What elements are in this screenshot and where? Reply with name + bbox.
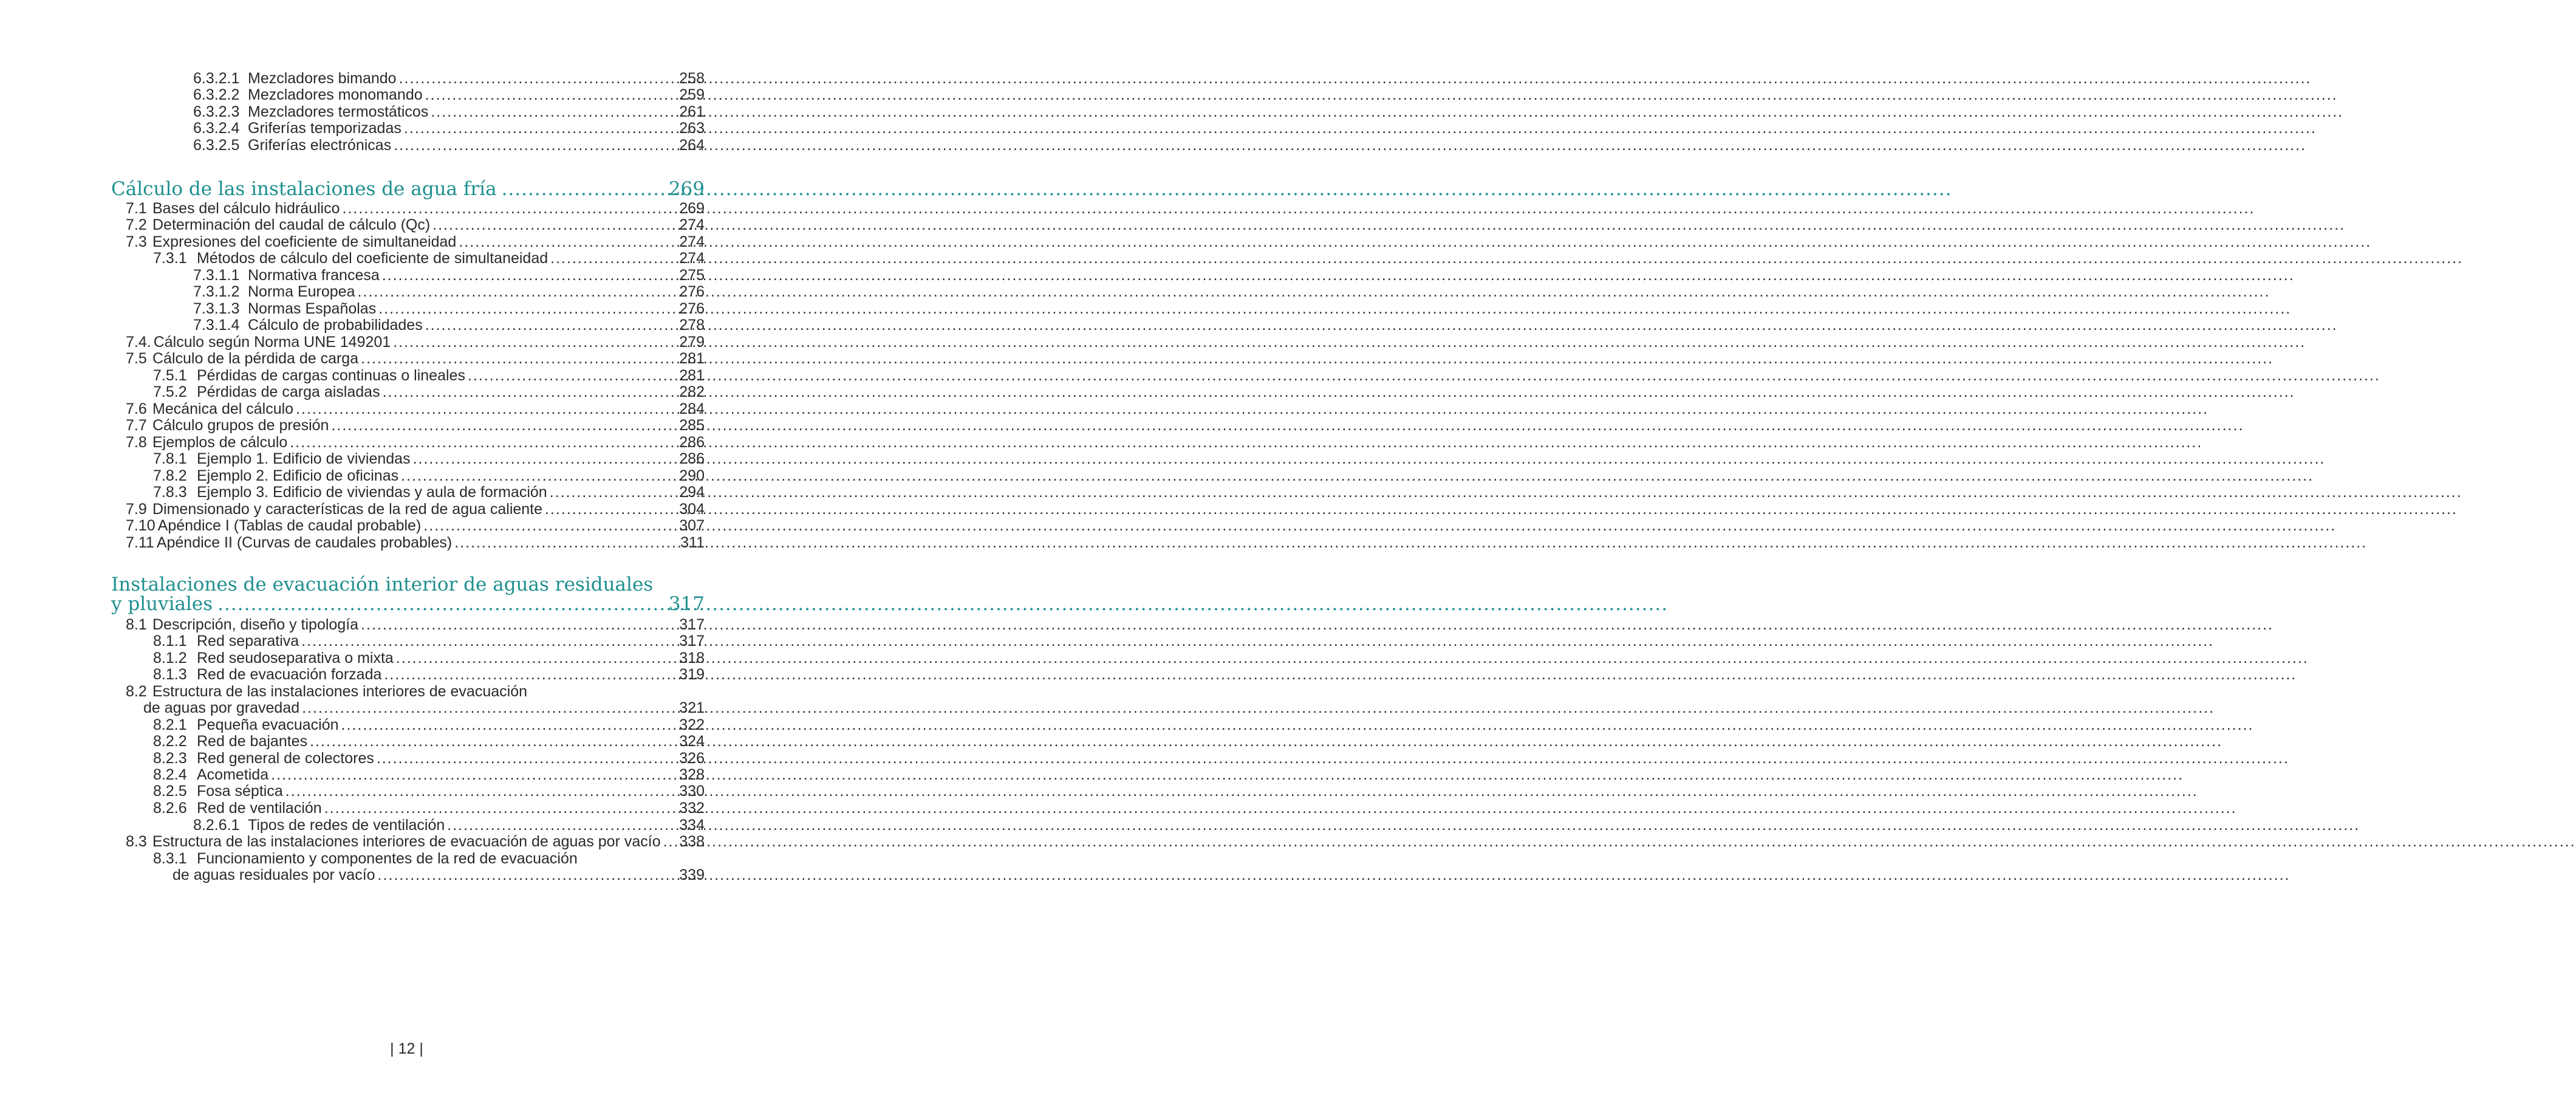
section-title: Estructura de las instalaciones interiores de evacuación <box>152 683 528 700</box>
section-number: 7.6 <box>126 400 147 417</box>
page-ref: 285 <box>679 417 705 434</box>
section-title: Normativa francesa <box>248 267 380 284</box>
section-number: 7.3.1 <box>153 250 187 267</box>
section-title: Red de ventilación <box>197 800 322 817</box>
section-number: 7.8 <box>126 434 147 451</box>
page-ref: 326 <box>679 750 705 767</box>
page-ref: 274 <box>679 250 705 267</box>
section-title: Apéndice II (Curvas de caudales probables) <box>156 534 453 551</box>
section-title: Apéndice I (Tablas de caudal probable) <box>157 517 422 534</box>
section-title: Métodos de cálculo del coeficiente de simultaneidad <box>197 250 548 267</box>
leader-dots <box>391 135 678 155</box>
section-title: Ejemplo 1. Edificio de viviendas <box>197 450 411 467</box>
section-title: Mezcladores termostáticos <box>248 103 429 120</box>
section-title: Bases del cálculo hidráulico <box>152 200 340 217</box>
section-number: 7.5.1 <box>153 367 187 384</box>
section-number: 7.3.1.4 <box>193 317 240 334</box>
page-ref: 275 <box>679 267 705 284</box>
page-ref: 286 <box>679 434 705 451</box>
chapter-title: y pluviales <box>111 593 213 615</box>
section-number: 7.9 <box>126 501 147 518</box>
section-title: de aguas residuales por vacío <box>173 866 375 883</box>
section-title: Fosa séptica <box>197 783 283 800</box>
page-ref: 276 <box>679 283 705 300</box>
section-number: 7.5 <box>126 350 147 367</box>
section-number: 7.8.2 <box>153 467 187 484</box>
section-number: 8.2.1 <box>153 716 187 733</box>
section-number: 8.2.5 <box>153 783 187 800</box>
section-title: Cálculo según Norma UNE 149201 <box>153 334 391 351</box>
section-number: 8.1.1 <box>153 633 187 650</box>
section-number: 7.1 <box>126 200 147 217</box>
page-ref: 274 <box>679 233 705 250</box>
chapter-heading[interactable] <box>111 177 705 201</box>
section-number: 7.5.2 <box>153 383 187 400</box>
section-title: Estructura de las instalaciones interiores de evacuación de aguas por vacío <box>152 833 661 850</box>
page-ref: 286 <box>679 450 705 467</box>
section-title: Funcionamiento y componentes de la red de evacuación <box>197 850 578 867</box>
section-title: Ejemplos de cálculo <box>152 434 288 451</box>
section-title: Red separativa <box>197 633 299 650</box>
page-ref: 263 <box>679 120 705 137</box>
section-number: 8.3.1 <box>153 850 187 867</box>
section-title: Acometida <box>197 766 269 783</box>
page-ref: 294 <box>679 484 705 501</box>
page-ref: 281 <box>679 367 705 384</box>
section-number: 7.3 <box>126 233 147 250</box>
page-ref: 322 <box>679 716 705 733</box>
section-title: Norma Europea <box>248 283 355 300</box>
section-title: Griferías temporizadas <box>248 120 401 137</box>
page-ref: 284 <box>679 400 705 417</box>
section-title: de aguas por gravedad <box>143 699 300 716</box>
section-number: 8.1.2 <box>153 650 187 667</box>
section-number: 7.7 <box>126 417 147 434</box>
page-ref: 264 <box>679 137 705 154</box>
section-title: Pérdidas de cargas continuas o lineales <box>197 367 465 384</box>
page-ref: 318 <box>679 650 705 667</box>
page-ref: 282 <box>679 383 705 400</box>
page-ref: 330 <box>679 783 705 800</box>
section-title: Red de evacuación forzada <box>197 666 382 683</box>
section-title: Cálculo grupos de presión <box>152 417 329 434</box>
toc-entry[interactable] <box>173 865 705 885</box>
page-number: | 12 | <box>390 1040 423 1057</box>
page-ref: 317 <box>679 616 705 633</box>
page-ref: 278 <box>679 317 705 334</box>
section-number: 7.10 <box>126 517 155 534</box>
section-title: Mecánica del cálculo <box>152 400 294 417</box>
section-title: Dimensionado y características de la red de agua caliente <box>152 501 543 518</box>
page-ref: 304 <box>679 501 705 518</box>
page-ref: 259 <box>679 86 705 103</box>
section-number: 7.3.1.1 <box>193 267 240 284</box>
chapter-title: Instalaciones de evacuación interior de aguas residuales <box>111 574 654 595</box>
section-title: Expresiones del coeficiente de simultaneidad <box>152 233 457 250</box>
section-number: 6.3.2.3 <box>193 103 240 120</box>
section-title: Ejemplo 2. Edificio de oficinas <box>197 467 399 484</box>
page-ref: 261 <box>679 103 705 120</box>
section-number: 6.3.2.1 <box>193 70 240 87</box>
page-ref: 334 <box>679 817 705 834</box>
section-title: Normas Españolas <box>248 300 377 317</box>
page-ref: 339 <box>679 866 705 883</box>
page-ref: 276 <box>679 300 705 317</box>
section-number: 7.2 <box>126 216 147 233</box>
section-number: 7.11 <box>126 534 154 551</box>
section-title: Pérdidas de carga aisladas <box>197 383 380 400</box>
section-title: Determinación del caudal de cálculo (Qc) <box>152 216 431 233</box>
toc-entry[interactable] <box>126 533 705 552</box>
chapter-heading[interactable] <box>111 592 705 616</box>
page-ref: 281 <box>679 350 705 367</box>
leader-dots <box>213 592 669 616</box>
section-number: 6.3.2.4 <box>193 120 240 137</box>
section-number: 7.3.1.2 <box>193 283 240 300</box>
chapter-title: Cálculo de las instalaciones de agua fría <box>111 178 497 200</box>
section-number: 8.2.4 <box>153 766 187 783</box>
section-number: 7.8.3 <box>153 484 187 501</box>
section-number: 7.4. <box>126 334 151 351</box>
page-ref: 307 <box>679 517 705 534</box>
section-title: Pequeña evacuación <box>197 716 339 733</box>
chapter-page-number: 317 <box>668 593 705 615</box>
page-ref: 290 <box>679 467 705 484</box>
section-title: Mezcladores bimando <box>248 70 397 87</box>
page-ref: 321 <box>679 699 705 716</box>
toc-entry[interactable] <box>193 135 705 155</box>
leader-dots <box>375 865 678 885</box>
page-ref: 274 <box>679 216 705 233</box>
page-ref: 269 <box>679 200 705 217</box>
section-number: 8.2 <box>126 683 147 700</box>
page-ref: 324 <box>679 733 705 750</box>
section-title: Cálculo de la pérdida de carga <box>152 350 359 367</box>
section-number: 8.2.6.1 <box>193 817 240 834</box>
page-ref: 338 <box>679 833 705 850</box>
section-title: Red seudoseparativa o mixta <box>197 650 394 667</box>
section-number: 8.1.3 <box>153 666 187 683</box>
leader-dots <box>497 177 669 201</box>
section-title: Red general de colectores <box>197 750 374 767</box>
table-of-contents <box>0 0 813 1101</box>
page-ref: 319 <box>679 666 705 683</box>
page-ref: 258 <box>679 70 705 87</box>
section-title: Mezcladores monomando <box>248 86 423 103</box>
page-ref: 332 <box>679 800 705 817</box>
section-title: Descripción, diseño y tipología <box>152 616 359 633</box>
section-title: Red de bajantes <box>197 733 308 750</box>
section-number: 8.2.2 <box>153 733 187 750</box>
section-number: 7.3.1.3 <box>193 300 240 317</box>
page-ref: 317 <box>679 633 705 650</box>
section-number: 8.3 <box>126 833 147 850</box>
section-title: Cálculo de probabilidades <box>248 317 423 334</box>
section-title: Ejemplo 3. Edificio de viviendas y aula de formación <box>197 484 547 501</box>
page-ref: 279 <box>679 334 705 351</box>
section-number: 8.1 <box>126 616 147 633</box>
section-title: Tipos de redes de ventilación <box>248 817 445 834</box>
section-number: 8.2.3 <box>153 750 187 767</box>
section-number: 7.8.1 <box>153 450 187 467</box>
section-number: 8.2.6 <box>153 800 187 817</box>
section-number: 6.3.2.5 <box>193 137 240 154</box>
section-title: Griferías electrónicas <box>248 137 392 154</box>
chapter-page-number: 269 <box>668 178 705 200</box>
page-ref: 311 <box>680 534 705 551</box>
page-ref: 328 <box>679 766 705 783</box>
leader-dots <box>452 533 679 552</box>
section-number: 6.3.2.2 <box>193 86 240 103</box>
